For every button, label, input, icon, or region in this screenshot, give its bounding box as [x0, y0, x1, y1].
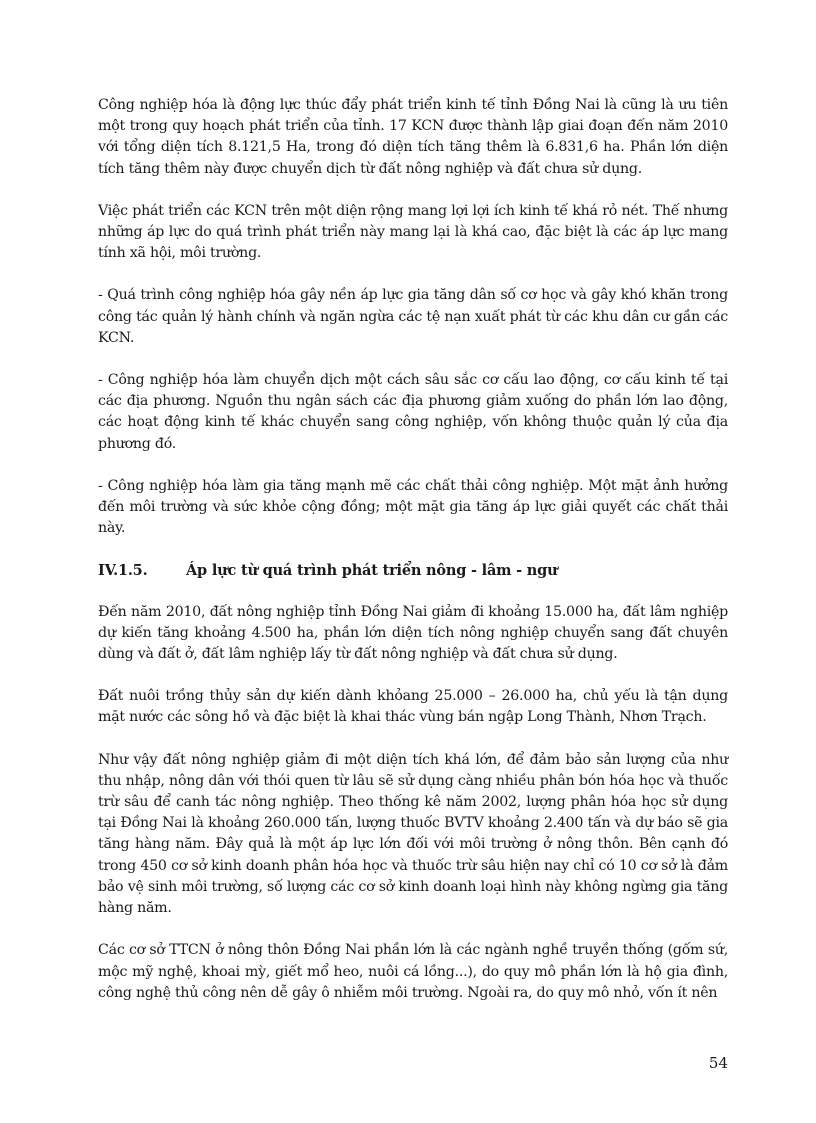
section-number: IV.1.5. — [98, 562, 148, 580]
section-title: Áp lực từ quá trình phát triển nông - lâm - ngư — [186, 562, 558, 580]
page-number: 54 — [708, 1054, 728, 1072]
paragraph-population-pressure: - Quá trình công nghiệp hóa gây nền áp lực gia tăng dân số cơ học và gây khó khăn trong công tác quản lý hành chính và ngăn ngừa các tệ nạn xuất phát từ các khu dân cư gần các KCN. — [98, 287, 728, 346]
document-body — [98, 95, 728, 1025]
paragraph-agricultural-land: Đến năm 2010, đất nông nghiệp tỉnh Đồng Nai giảm đi khoảng 15.000 ha, đất lâm nghiệp dự kiến tăng khoảng 4.500 ha, phần lớn diện tích nông nghiệp chuyển sang đất chuyên dùng và đất ở, đất lâm nghiệp lấy từ đất nông nghiệp và đất chưa sử dụng. — [98, 603, 728, 663]
paragraph-aquaculture: Đất nuôi trồng thủy sản dự kiến dành khỏang 25.000 – 26.000 ha, chủ yếu là tận dụng mặt nước các sông hồ và đặc biệt là khai thác vùng bán ngập Long Thành, Nhơn Trạch. — [98, 688, 728, 726]
paragraph-labor-shift: - Công nghiệp hóa làm chuyển dịch một cách sâu sắc cơ cấu lao động, cơ cấu kinh tế tại các địa phương. Nguồn thu ngân sách các địa phương giảm xuống do phần lớn lao động, các hoạt động kinh tế khác chuyển sang công nghiệp, vốn không thuộc quản lý của địa phương đó. — [98, 372, 728, 452]
paragraph-kcn-pressures: Việc phát triển các KCN trên một diện rộng mang lợi lợi ích kinh tế khá rỏ nét. Thế nhưng những áp lực do quá trình phát triển này mang lại là khá cao, đặc biệt là các áp lực mang tính xã hội, môi trường. — [98, 202, 728, 262]
paragraph-fertilizer-use: Như vậy đất nông nghiệp giảm đi một diện tích khá lớn, để đảm bảo sản lượng của như thu nhập, nông dân với thói quen từ lâu sẽ sử dụng càng nhiều phân bón hóa học và thuốc trừ sâu để canh tác nông nghiệp. Theo thống kê năm 2002, lượng phân hóa học sử dụng tại Đồng Nai là khoảng 260.000 tấn, lượng thuốc BVTV khoảng 2.400 tấn và dự báo sẽ gia tăng hàng năm. Đây quả là một áp lực lớn đối với môi trường ở nông thôn. Bên cạnh đó trong 450 cơ sở kinh doanh phân hóa học và thuốc trừ sâu hiện nay chỉ có 10 cơ sở là đảm bảo vệ sinh môi trường, số lượng các cơ sở kinh doanh loại hình này không ngừng gia tăng hàng năm. — [98, 751, 728, 917]
paragraph-rural-crafts: Các cơ sở TTCN ở nông thôn Đồng Nai phần lớn là các ngành nghề truyền thống (gốm sứ, mộc mỹ nghệ, khoai mỳ, giết mổ heo, nuôi cá lồng...), do quy mô phần lớn là hộ gia đình, công nghệ thủ công nên dễ gây ô nhiễm môi trường. Ngoài ra, do quy mô nhỏ, vốn ít nên — [98, 942, 728, 1001]
paragraph-industrial-waste: - Công nghiệp hóa làm gia tăng mạnh mẽ các chất thải công nghiệp. Một mặt ảnh hưởng đến môi trường và sức khỏe cộng đồng; một mặt gia tăng áp lực giải quyết các chất thải này. — [98, 477, 728, 537]
paragraph-industrialization-driver: Công nghiệp hóa là động lực thúc đẩy phát triển kinh tế tỉnh Đồng Nai là cũng là ưu tiên một trong quy hoạch phát triển của tỉnh. 17 KCN được thành lập giai đoạn đến năm 2010 với tổng diện tích 8.121,5 Ha, trong đó diện tích tăng thêm là 6.831,6 ha. Phần lớn diện tích tăng thêm này được chuyển dịch từ đất nông nghiệp và đất chưa sử dụng. — [98, 97, 728, 177]
section-heading — [98, 560, 728, 581]
